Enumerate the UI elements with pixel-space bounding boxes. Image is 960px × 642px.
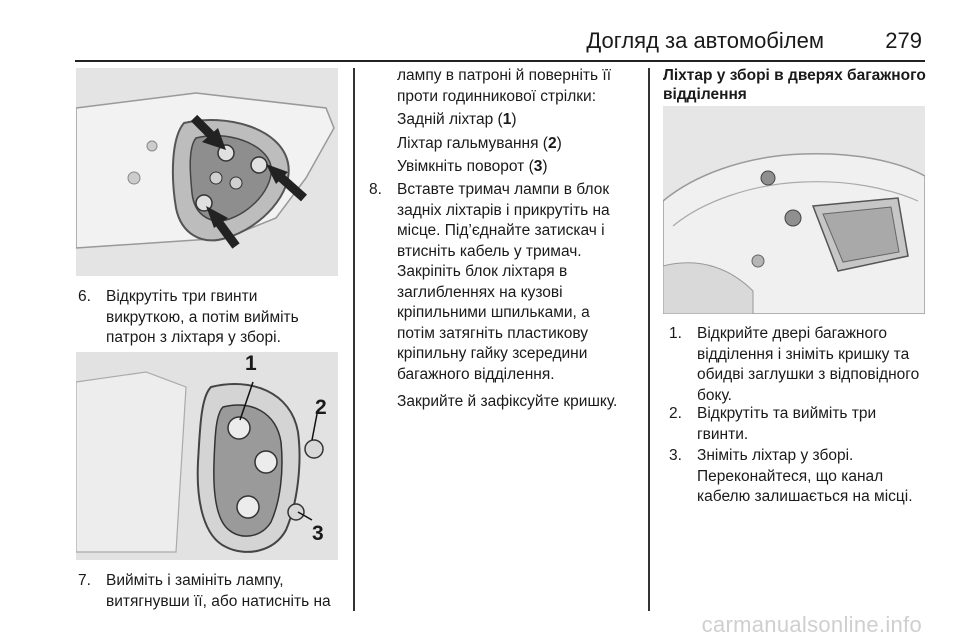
text-line: Відкрутіть три гвинти bbox=[106, 288, 258, 305]
closing-instruction: Закрийте й зафіксуйте кришку. bbox=[397, 393, 618, 410]
text-line: витягнувши її, або натисніть на bbox=[106, 592, 331, 610]
text-line: багажного відділення. bbox=[397, 365, 555, 383]
bulb-item-turn-signal: Увімкніть поворот (3) bbox=[397, 158, 548, 175]
step-number: 1. bbox=[669, 325, 682, 342]
text-line: боку. bbox=[697, 386, 732, 404]
bulb-item-tail-lamp: Задній ліхтар (1) bbox=[397, 111, 517, 128]
step-7-continuation bbox=[397, 66, 642, 107]
text-line: задніх ліхтарів і прикрутіть на bbox=[397, 201, 610, 219]
text-line: потім затягніть пластикову bbox=[397, 324, 588, 342]
text-line: Вставте тримач лампи в блок bbox=[397, 181, 610, 198]
section-title: Догляд за автомобілем bbox=[586, 28, 824, 53]
heading-line: Ліхтар у зборі в дверях багажного bbox=[663, 67, 926, 84]
text-line: проти годинникової стрілки: bbox=[397, 87, 597, 105]
step-number: 6. bbox=[78, 288, 91, 305]
text-line: Закріпіть блок ліхтаря в bbox=[397, 263, 568, 280]
step-number: 2. bbox=[669, 405, 682, 422]
callout-1: 1 bbox=[245, 352, 257, 375]
bulb-list bbox=[397, 110, 642, 178]
step-3 bbox=[669, 446, 934, 510]
section-heading bbox=[663, 66, 933, 104]
step-text bbox=[697, 324, 919, 406]
text-line: Зніміть ліхтар у зборі. bbox=[697, 447, 854, 464]
step-7 bbox=[78, 571, 348, 613]
step-2 bbox=[669, 404, 934, 446]
step-number: 7. bbox=[78, 572, 91, 589]
step-6 bbox=[78, 287, 348, 349]
text-line: обидві заглушки з відповідного bbox=[697, 366, 920, 383]
illustration-bulb-holder bbox=[76, 352, 338, 560]
text-line: заглибленнях на кузові bbox=[397, 283, 563, 301]
step-text bbox=[106, 571, 331, 612]
page-header bbox=[0, 28, 960, 58]
text-line: кріпильну гайку зсередини bbox=[397, 345, 588, 362]
step-8 bbox=[369, 180, 644, 388]
step-text bbox=[697, 404, 876, 445]
text-line: гвинти. bbox=[697, 425, 749, 443]
text-line: втисніть кабель у тримач. bbox=[397, 242, 582, 260]
text-line: місце. Під’єднайте затискач і bbox=[397, 222, 605, 239]
bulb-item-brake-lamp: Ліхтар гальмування (2) bbox=[397, 134, 562, 152]
step-number: 8. bbox=[369, 181, 382, 198]
column-divider-left bbox=[353, 68, 355, 611]
text-line: Відкрутіть та вийміть три bbox=[697, 405, 877, 422]
header-rule bbox=[75, 60, 925, 62]
text-line: патрон з ліхтаря у зборі. bbox=[106, 329, 281, 346]
text-line: відділення і зніміть кришку та bbox=[697, 345, 910, 363]
page-number: 279 bbox=[885, 28, 922, 53]
text-line: Відкрийте двері багажного bbox=[697, 325, 888, 342]
step-text bbox=[697, 446, 913, 508]
watermark: carmanualsonline.info bbox=[701, 612, 922, 637]
callout-2: 2 bbox=[315, 396, 327, 419]
text-line: лампу в патроні й поверніть її bbox=[397, 67, 612, 84]
text-line: Вийміть і замініть лампу, bbox=[106, 572, 284, 589]
illustration-tail-lamp-screws bbox=[76, 68, 338, 276]
step-number: 3. bbox=[669, 447, 682, 464]
text-line: кабелю залишається на місці. bbox=[697, 488, 913, 505]
callout-3: 3 bbox=[312, 522, 324, 545]
text-line: кріпильними шпильками, а bbox=[397, 304, 590, 321]
text-line: Переконайтеся, що канал bbox=[697, 467, 884, 485]
heading-line: відділення bbox=[663, 86, 747, 103]
step-text bbox=[106, 287, 299, 349]
step-text bbox=[397, 180, 610, 385]
column-divider-right bbox=[648, 68, 650, 611]
illustration-trunk-lid bbox=[663, 106, 925, 314]
text-line: викруткою, а потім вийміть bbox=[106, 308, 299, 326]
step-1 bbox=[669, 324, 934, 408]
